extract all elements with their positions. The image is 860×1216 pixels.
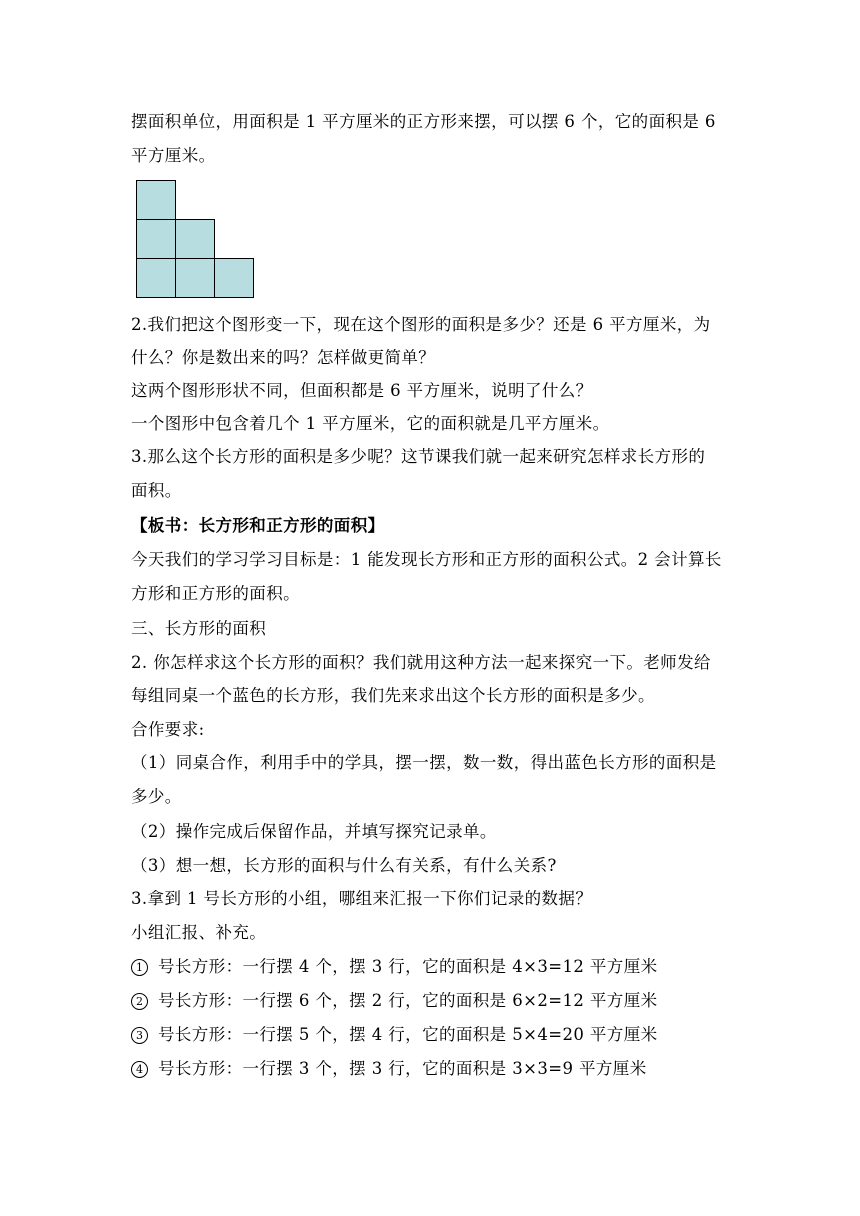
circled-number: 1 bbox=[131, 959, 148, 976]
paragraph-line-20: 3.拿到 1 号长方形的小组，哪组来汇报一下你们记录的数据？ bbox=[131, 889, 593, 908]
paragraph-line-5: 这两个图形形状不同，但面积都是 6 平方厘米，说明了什么？ bbox=[131, 381, 593, 400]
circled-number: 2 bbox=[131, 993, 148, 1010]
staircase-square-figure bbox=[136, 180, 254, 298]
circled-number: 4 bbox=[131, 1061, 148, 1078]
numbered-item bbox=[131, 1025, 658, 1045]
paragraph-line-19: （3）想一想，长方形的面积与什么有关系，有什么关系? bbox=[131, 856, 557, 875]
paragraph-line-13: 2. 你怎样求这个长方形的面积？我们就用这种方法一起来探究一下。老师发给 bbox=[131, 653, 711, 672]
section-heading: 三、长方形的面积 bbox=[131, 619, 267, 638]
board-writing-heading: 【板书：长方形和正方形的面积】 bbox=[131, 516, 385, 535]
paragraph-line-18: （2）操作完成后保留作品，并填写探究记录单。 bbox=[131, 822, 497, 841]
unit-square bbox=[136, 180, 176, 220]
paragraph-line-6: 一个图形中包含着几个 1 平方厘米，它的面积就是几平方厘米。 bbox=[131, 414, 610, 433]
paragraph-line-14: 每组同桌一个蓝色的长方形，我们先来求出这个长方形的面积是多少。 bbox=[131, 686, 655, 705]
paragraph-line-7: 3.那么这个长方形的面积是多少呢？这节课我们就一起来研究怎样求长方形的 bbox=[131, 447, 706, 466]
paragraph-line-17: 多少。 bbox=[131, 787, 182, 806]
paragraph-line-10: 今天我们的学习学习目标是：1 能发现长方形和正方形的面积公式。2 会计算长 bbox=[131, 550, 722, 569]
paragraph-line-1: 摆面积单位，用面积是 1 平方厘米的正方形来摆，可以摆 6 个，它的面积是 6 bbox=[131, 112, 716, 131]
numbered-item bbox=[131, 1059, 647, 1079]
numbered-item bbox=[131, 957, 658, 977]
unit-square bbox=[136, 219, 176, 259]
numbered-item-text: 号长方形：一行摆 6 个，摆 2 行，它的面积是 6×2=12 平方厘米 bbox=[158, 991, 658, 1010]
numbered-item-text: 号长方形：一行摆 4 个，摆 3 行，它的面积是 4×3=12 平方厘米 bbox=[158, 957, 658, 976]
unit-square bbox=[175, 219, 215, 259]
circled-number: 3 bbox=[131, 1027, 148, 1044]
numbered-item-text: 号长方形：一行摆 5 个，摆 4 行，它的面积是 5×4=20 平方厘米 bbox=[158, 1025, 658, 1044]
paragraph-line-11: 方形和正方形的面积。 bbox=[131, 584, 300, 603]
paragraph-line-15: 合作要求: bbox=[131, 720, 205, 739]
numbered-item bbox=[131, 991, 658, 1011]
paragraph-line-8: 面积。 bbox=[131, 481, 182, 500]
unit-square bbox=[214, 258, 254, 298]
paragraph-line-4: 什么？你是数出来的吗？怎样做更简单？ bbox=[131, 348, 436, 367]
paragraph-line-2: 平方厘米。 bbox=[131, 146, 216, 165]
paragraph-line-16: （1）同桌合作，利用手中的学具，摆一摆，数一数，得出蓝色长方形的面积是 bbox=[131, 753, 717, 772]
unit-square bbox=[175, 258, 215, 298]
numbered-item-text: 号长方形：一行摆 3 个，摆 3 行，它的面积是 3×3=9 平方厘米 bbox=[158, 1059, 647, 1078]
paragraph-line-21: 小组汇报、补充。 bbox=[131, 923, 267, 942]
unit-square bbox=[136, 258, 176, 298]
paragraph-line-3: 2.我们把这个图形变一下，现在这个图形的面积是多少？还是 6 平方厘米，为 bbox=[131, 315, 711, 334]
